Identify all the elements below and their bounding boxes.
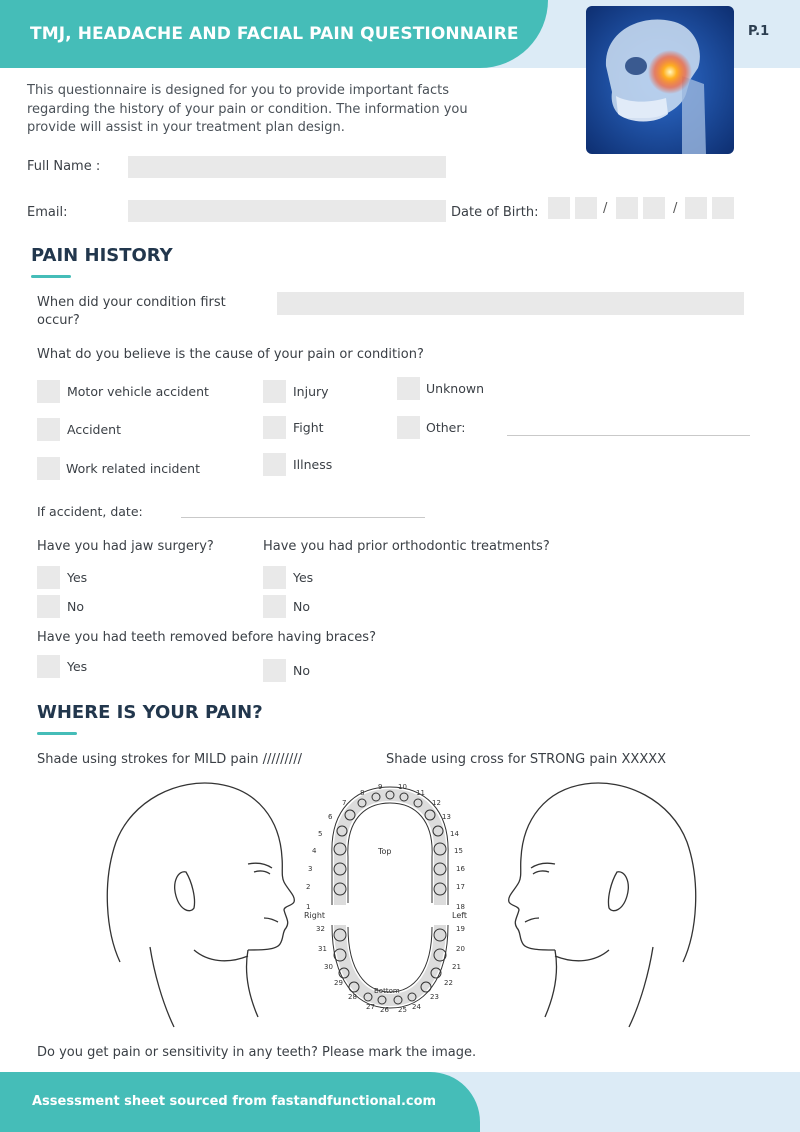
- cause-checkbox-injury[interactable]: [263, 380, 286, 403]
- tooth-number: 10: [398, 783, 407, 791]
- heading-accent: [37, 732, 77, 735]
- full-name-label: Full Name :: [27, 159, 101, 174]
- cause-checkbox-other[interactable]: [397, 416, 420, 439]
- skull-xray-image: [586, 6, 734, 154]
- dental-right-label: Right: [304, 911, 326, 920]
- cause-question: What do you believe is the cause of your pain or condition?: [37, 347, 424, 362]
- tooth-number: 11: [416, 789, 425, 797]
- jaw-surgery-no-checkbox[interactable]: [37, 595, 60, 618]
- where-pain-heading: WHERE IS YOUR PAIN?: [37, 702, 263, 723]
- tooth-number: 22: [444, 979, 453, 987]
- orthodontic-yes-checkbox[interactable]: [263, 566, 286, 589]
- tooth-number: 31: [318, 945, 327, 953]
- tooth-number: 17: [456, 883, 465, 891]
- tooth-number: 9: [378, 783, 383, 791]
- head-profile-right-diagram[interactable]: [98, 772, 311, 1034]
- tooth-number: 25: [398, 1006, 407, 1014]
- page-title: TMJ, HEADACHE AND FACIAL PAIN QUESTIONNAIRE: [30, 24, 519, 44]
- tooth-number: 2: [306, 883, 311, 891]
- teeth-sensitivity-question: Do you get pain or sensitivity in any teeth? Please mark the image.: [37, 1045, 477, 1060]
- jaw-surgery-yes-label: Yes: [67, 570, 88, 585]
- teeth-removed-question: Have you had teeth removed before having braces?: [37, 630, 376, 645]
- head-profile-left-diagram[interactable]: [495, 772, 705, 1034]
- jaw-surgery-yes-checkbox[interactable]: [37, 566, 60, 589]
- cause-label-illness: Illness: [293, 457, 333, 472]
- cause-checkbox-unknown[interactable]: [397, 377, 420, 400]
- tooth-number: 6: [328, 813, 333, 821]
- teeth-removed-yes-checkbox[interactable]: [37, 655, 60, 678]
- cause-label-fight: Fight: [293, 420, 324, 435]
- email-input[interactable]: [128, 200, 446, 222]
- cause-label-motor-vehicle: Motor vehicle accident: [67, 384, 209, 399]
- tooth-number: 14: [450, 830, 459, 838]
- strong-pain-instruction: Shade using cross for STRONG pain XXXXX: [386, 752, 667, 767]
- email-label: Email:: [27, 205, 68, 220]
- dental-chart[interactable]: [300, 775, 480, 1033]
- jaw-surgery-question: Have you had jaw surgery?: [37, 539, 214, 554]
- dental-left-label: Left: [452, 911, 468, 920]
- tooth-number: 15: [454, 847, 463, 855]
- tooth-number: 24: [412, 1003, 421, 1011]
- heading-accent: [31, 275, 71, 278]
- orthodontic-question: Have you had prior orthodontic treatments?: [263, 539, 550, 554]
- intro-text: This questionnaire is designed for you to provide important facts regarding the history of your pain or condition. The information you provide will assist in your treatment plan design.: [27, 83, 468, 135]
- pain-history-heading: PAIN HISTORY: [31, 245, 173, 266]
- tooth-number: 26: [380, 1006, 389, 1014]
- dental-top-label: Top: [378, 847, 392, 856]
- accident-date-line[interactable]: [181, 516, 425, 518]
- dob-separator: /: [603, 201, 608, 216]
- cause-label-unknown: Unknown: [426, 381, 485, 396]
- teeth-removed-no-label: No: [293, 663, 310, 678]
- tooth-number: 19: [456, 925, 465, 933]
- tooth-number: 1: [306, 903, 311, 911]
- cause-checkbox-accident[interactable]: [37, 418, 60, 441]
- tooth-number: 27: [366, 1003, 375, 1011]
- tooth-number: 5: [318, 830, 323, 838]
- tooth-number: 3: [308, 865, 313, 873]
- tooth-number: 13: [442, 813, 451, 821]
- dob-label: Date of Birth:: [451, 205, 539, 220]
- other-cause-line[interactable]: [507, 434, 750, 436]
- cause-checkbox-fight[interactable]: [263, 416, 286, 439]
- tooth-number: 8: [360, 789, 365, 797]
- cause-checkbox-work[interactable]: [37, 457, 60, 480]
- first-occur-input[interactable]: [277, 292, 744, 315]
- dob-month-1[interactable]: [616, 197, 638, 219]
- cause-label-work: Work related incident: [66, 461, 201, 476]
- cause-label-other: Other:: [426, 420, 466, 435]
- mild-pain-instruction: Shade using strokes for MILD pain /////////: [37, 752, 303, 767]
- dob-month-2[interactable]: [643, 197, 665, 219]
- tooth-number: 28: [348, 993, 357, 1001]
- footer-source-text: Assessment sheet sourced from fastandfunctional.com: [32, 1094, 437, 1109]
- tooth-number: 12: [432, 799, 441, 807]
- tooth-number: 20: [456, 945, 465, 953]
- dob-year-2[interactable]: [712, 197, 734, 219]
- orthodontic-no-checkbox[interactable]: [263, 595, 286, 618]
- dob-day-1[interactable]: [548, 197, 570, 219]
- dental-bottom-label: Bottom: [374, 987, 400, 995]
- tooth-number: 21: [452, 963, 461, 971]
- cause-label-accident: Accident: [67, 422, 121, 437]
- page-number: P.1: [748, 24, 770, 39]
- dob-separator: /: [673, 201, 678, 216]
- teeth-removed-yes-label: Yes: [67, 659, 88, 674]
- cause-checkbox-motor-vehicle[interactable]: [37, 380, 60, 403]
- tooth-number: 4: [312, 847, 317, 855]
- teeth-removed-no-checkbox[interactable]: [263, 659, 286, 682]
- first-occur-question: When did your condition first occur?: [37, 295, 226, 328]
- tooth-number: 23: [430, 993, 439, 1001]
- jaw-surgery-no-label: No: [67, 599, 84, 614]
- tooth-number: 32: [316, 925, 325, 933]
- dob-day-2[interactable]: [575, 197, 597, 219]
- orthodontic-yes-label: Yes: [293, 570, 314, 585]
- full-name-input[interactable]: [128, 156, 446, 178]
- tooth-number: 30: [324, 963, 333, 971]
- cause-label-injury: Injury: [293, 384, 329, 399]
- tooth-number: 16: [456, 865, 465, 873]
- cause-checkbox-illness[interactable]: [263, 453, 286, 476]
- orthodontic-no-label: No: [293, 599, 310, 614]
- tooth-number: 29: [334, 979, 343, 987]
- dob-year-1[interactable]: [685, 197, 707, 219]
- tooth-number: 18: [456, 903, 465, 911]
- accident-date-label: If accident, date:: [37, 504, 143, 519]
- tooth-number: 7: [342, 799, 347, 807]
